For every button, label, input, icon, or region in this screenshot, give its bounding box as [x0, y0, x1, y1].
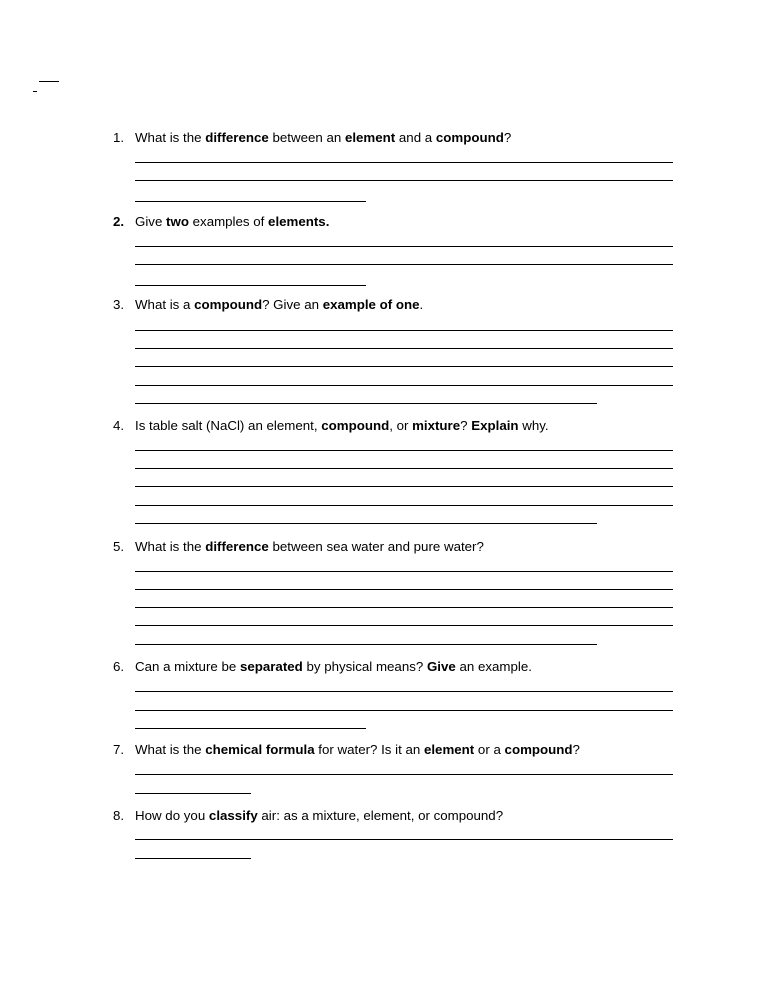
- answer-line[interactable]: [135, 330, 673, 331]
- answer-line[interactable]: [135, 348, 673, 349]
- answer-line[interactable]: [135, 468, 673, 469]
- question-text-part: and a: [395, 130, 436, 145]
- question-text-part: for water? Is it an: [314, 742, 424, 757]
- question-text-part: What is the: [135, 742, 206, 757]
- question-text: [135, 659, 532, 675]
- question-text-bold: compound: [321, 418, 390, 433]
- question-text-part: examples of: [188, 214, 269, 229]
- answer-line[interactable]: [135, 858, 251, 859]
- question-text-part: What is the: [135, 539, 206, 554]
- question-text-bold: difference: [205, 539, 269, 554]
- question-text-bold: two: [166, 214, 189, 229]
- answer-line[interactable]: [135, 450, 673, 451]
- question-text: [135, 297, 423, 313]
- answer-line[interactable]: [135, 201, 366, 202]
- question-text-bold: separated: [239, 659, 303, 674]
- answer-line[interactable]: [135, 728, 366, 729]
- question-text-bold: compound: [504, 742, 573, 757]
- question-text: [135, 808, 503, 824]
- question-text: [135, 130, 511, 146]
- question-text-part: What is a: [135, 297, 195, 312]
- question-text-bold: elements.: [268, 214, 330, 229]
- question-text-bold: chemical formula: [205, 742, 315, 757]
- question-text: [135, 214, 329, 230]
- answer-line[interactable]: [135, 691, 673, 692]
- answer-line[interactable]: [135, 180, 673, 181]
- question-number: 3.: [113, 297, 125, 312]
- question-text-part: ?: [572, 742, 580, 757]
- question-text-part: How do you: [135, 808, 209, 823]
- corner-mark-dash: [33, 91, 37, 92]
- question-text-part: between sea water and pure water?: [268, 539, 484, 554]
- answer-line[interactable]: [135, 285, 366, 286]
- question-text-bold: element: [423, 742, 475, 757]
- question-text-part: .: [419, 297, 424, 312]
- answer-line[interactable]: [135, 571, 673, 572]
- question-text-part: Give: [135, 214, 167, 229]
- answer-line[interactable]: [135, 385, 673, 386]
- corner-mark-line: [39, 81, 59, 82]
- question-text-bold: Give: [426, 659, 456, 674]
- question-text-bold: element: [344, 130, 396, 145]
- question-number: 2.: [113, 214, 125, 229]
- question-text: [135, 418, 549, 434]
- answer-line[interactable]: [135, 589, 673, 590]
- answer-line[interactable]: [135, 403, 597, 404]
- question-text-part: What is the: [135, 130, 206, 145]
- answer-line[interactable]: [135, 774, 673, 775]
- answer-line[interactable]: [135, 264, 673, 265]
- question-text-part: Can a mixture be: [135, 659, 240, 674]
- question-text-part: an example.: [455, 659, 532, 674]
- question-number: 6.: [113, 659, 125, 674]
- question-text-bold: compound: [194, 297, 263, 312]
- answer-line[interactable]: [135, 644, 597, 645]
- answer-line[interactable]: [135, 505, 673, 506]
- question-text-part: ?: [503, 130, 512, 145]
- question-text-part: or a: [474, 742, 505, 757]
- question-text: [135, 742, 580, 758]
- question-text-part: ?: [460, 418, 472, 433]
- answer-line[interactable]: [135, 793, 251, 794]
- question-text-part: between an: [268, 130, 345, 145]
- answer-line[interactable]: [135, 246, 673, 247]
- question-text-part: ? Give an: [262, 297, 323, 312]
- answer-line[interactable]: [135, 486, 673, 487]
- question-text-part: why.: [518, 418, 549, 433]
- answer-line[interactable]: [135, 523, 597, 524]
- answer-line[interactable]: [135, 625, 673, 626]
- question-text-bold: difference: [205, 130, 269, 145]
- corner-mark: [33, 81, 59, 93]
- question-text-part: Is table salt (NaCl) an element,: [135, 418, 322, 433]
- question-number: 1.: [113, 130, 125, 145]
- question-number: 5.: [113, 539, 125, 554]
- question-number: 4.: [113, 418, 125, 433]
- question-text-bold: mixture: [412, 418, 461, 433]
- answer-line[interactable]: [135, 839, 673, 840]
- question-text-bold: compound: [435, 130, 504, 145]
- question-number: 8.: [113, 808, 125, 823]
- answer-line[interactable]: [135, 366, 673, 367]
- question-text-bold: classify: [208, 808, 258, 823]
- question-text-part: , or: [389, 418, 413, 433]
- question-text-part: air: as a mixture, element, or compound?: [257, 808, 504, 823]
- question-text-bold: example of one: [322, 297, 420, 312]
- answer-line[interactable]: [135, 162, 673, 163]
- question-text-bold: Explain: [471, 418, 519, 433]
- question-text-part: by physical means?: [302, 659, 427, 674]
- answer-line[interactable]: [135, 607, 673, 608]
- answer-line[interactable]: [135, 710, 673, 711]
- question-text: [135, 539, 484, 555]
- question-number: 7.: [113, 742, 125, 757]
